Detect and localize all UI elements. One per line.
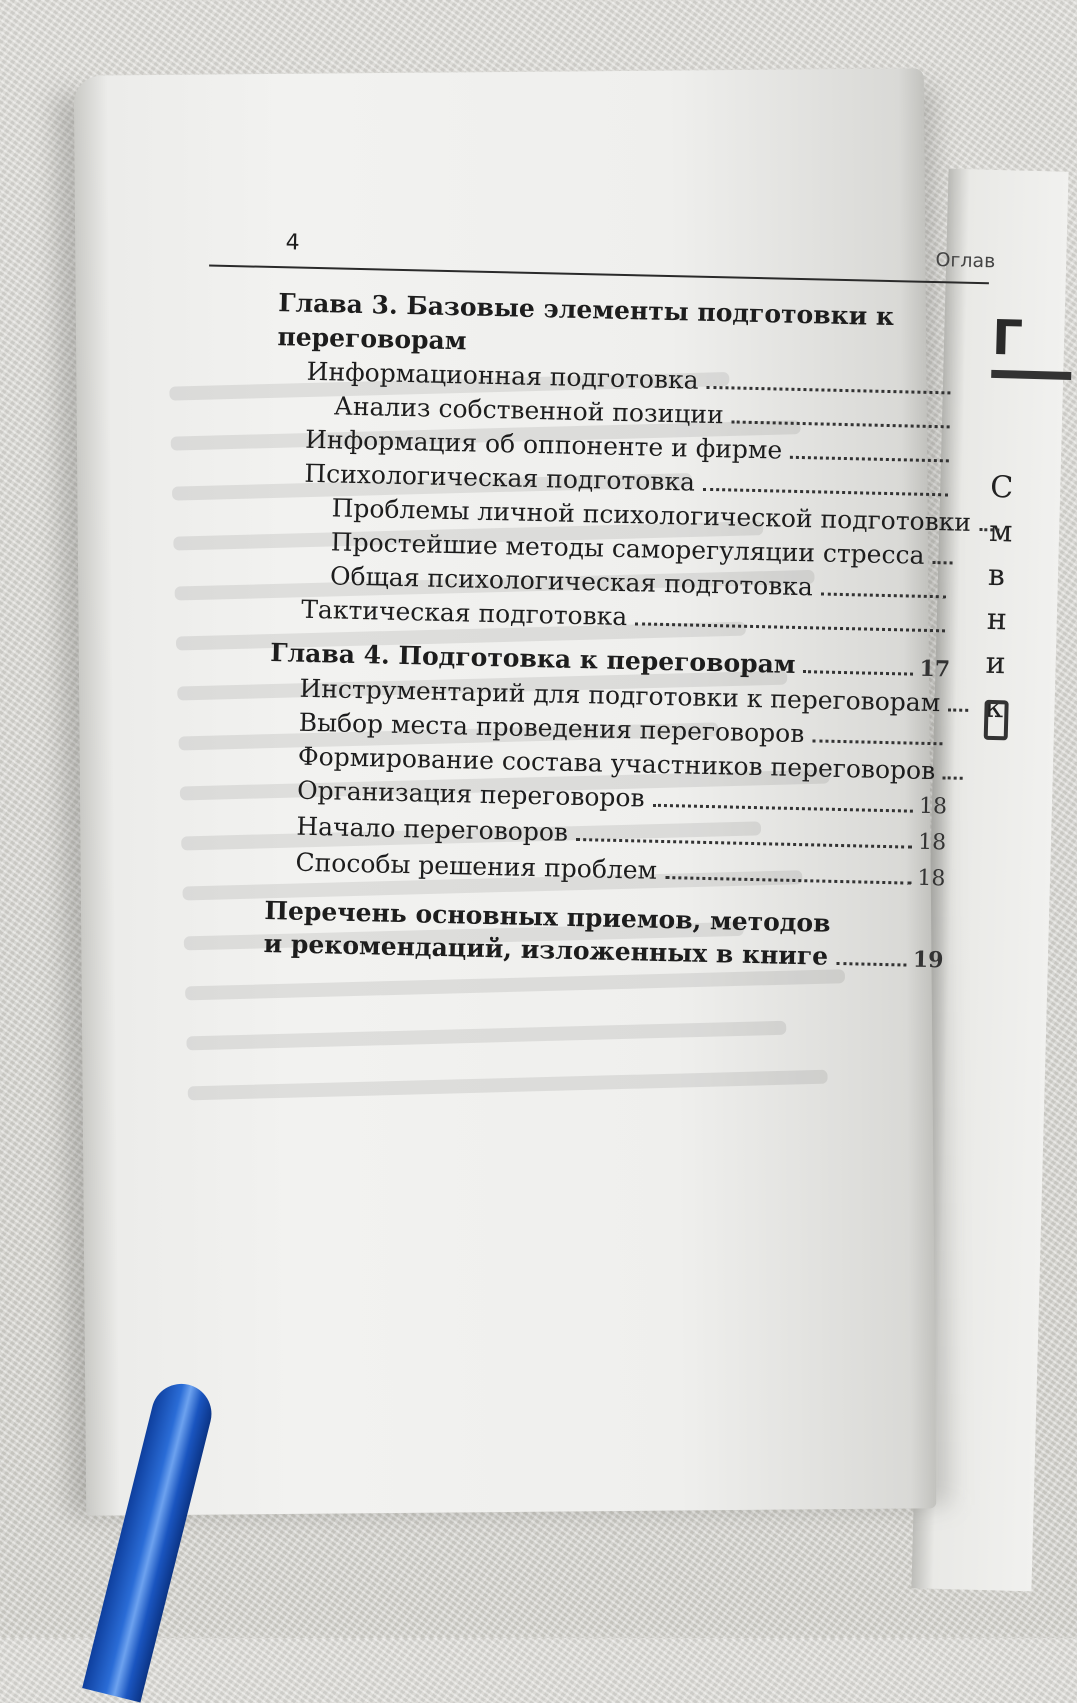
chapter-heading: Глава 3. Базовые элементы подготовки к переговорам	[277, 288, 895, 356]
book-page	[74, 68, 996, 1515]
toc-entry-label: Выбор места проведения переговоров	[298, 707, 805, 749]
dot-leader	[732, 420, 950, 428]
toc-entry-label: Информация об оппоненте и фирме	[304, 424, 783, 465]
toc-entry-label: Начало переговоров	[296, 811, 569, 847]
toc-entry-label: Организация переговоров	[296, 775, 645, 813]
toc-entry-label: Анализ собственной позиции	[333, 391, 725, 430]
chapter-heading: Глава 4. Подготовка к переговорам 17	[270, 638, 951, 683]
facing-page-letter: н	[986, 601, 1008, 638]
toc-entry-label: Проблемы личной психологической подготовки	[331, 493, 972, 537]
dot-leader	[703, 488, 948, 497]
facing-page-rule	[991, 370, 1071, 380]
toc-entry-label: Формирование состава участников переговоров	[297, 741, 936, 786]
toc-entry-label: Информационная подготовка	[306, 356, 699, 395]
page-number: 4	[285, 230, 300, 256]
dot-leader	[812, 739, 942, 745]
facing-page-letter: м	[988, 513, 1013, 550]
toc-entry-label: Способы решения проблем	[295, 847, 658, 885]
facing-page-letter: С	[989, 469, 1014, 506]
dot-leader	[665, 876, 911, 885]
toc-entry-label: Общая психологическая подготовка	[329, 561, 814, 602]
dot-leader	[790, 456, 949, 463]
facing-page-letter: к	[984, 689, 1004, 726]
running-title: Оглав	[935, 249, 996, 273]
toc-entry-page: 18	[917, 829, 947, 856]
dot-leader	[652, 804, 913, 813]
toc-entry-label: Инструментарий для подготовки к переговорам	[299, 673, 941, 718]
final-section-line2: и рекомендаций, изложенных в книге 19	[263, 928, 944, 974]
dot-leader	[635, 622, 945, 632]
toc-entry-label: Тактическая подготовка	[301, 594, 628, 632]
toc-list	[263, 276, 972, 977]
dot-leader	[821, 593, 946, 599]
dot-leader	[979, 528, 999, 531]
facing-page-heading-letter: Г	[991, 309, 1024, 367]
dot-leader	[706, 386, 950, 395]
toc-entry-page: 18	[918, 793, 948, 820]
dot-leader	[943, 776, 963, 779]
facing-page-letter: и	[985, 645, 1007, 682]
toc-entry-label: Простейшие методы саморегуляции стресса	[330, 527, 925, 570]
toc-entry-page: 18	[917, 865, 946, 892]
facing-page-icon-box	[984, 700, 1009, 741]
dot-leader	[948, 708, 968, 711]
final-section-line1: Перечень основных приемов, методов	[264, 895, 831, 938]
dot-leader	[932, 561, 952, 564]
toc-entry-label: Психологическая подготовка	[304, 458, 696, 497]
facing-page-letter: в	[987, 557, 1006, 594]
dot-leader	[576, 838, 912, 849]
